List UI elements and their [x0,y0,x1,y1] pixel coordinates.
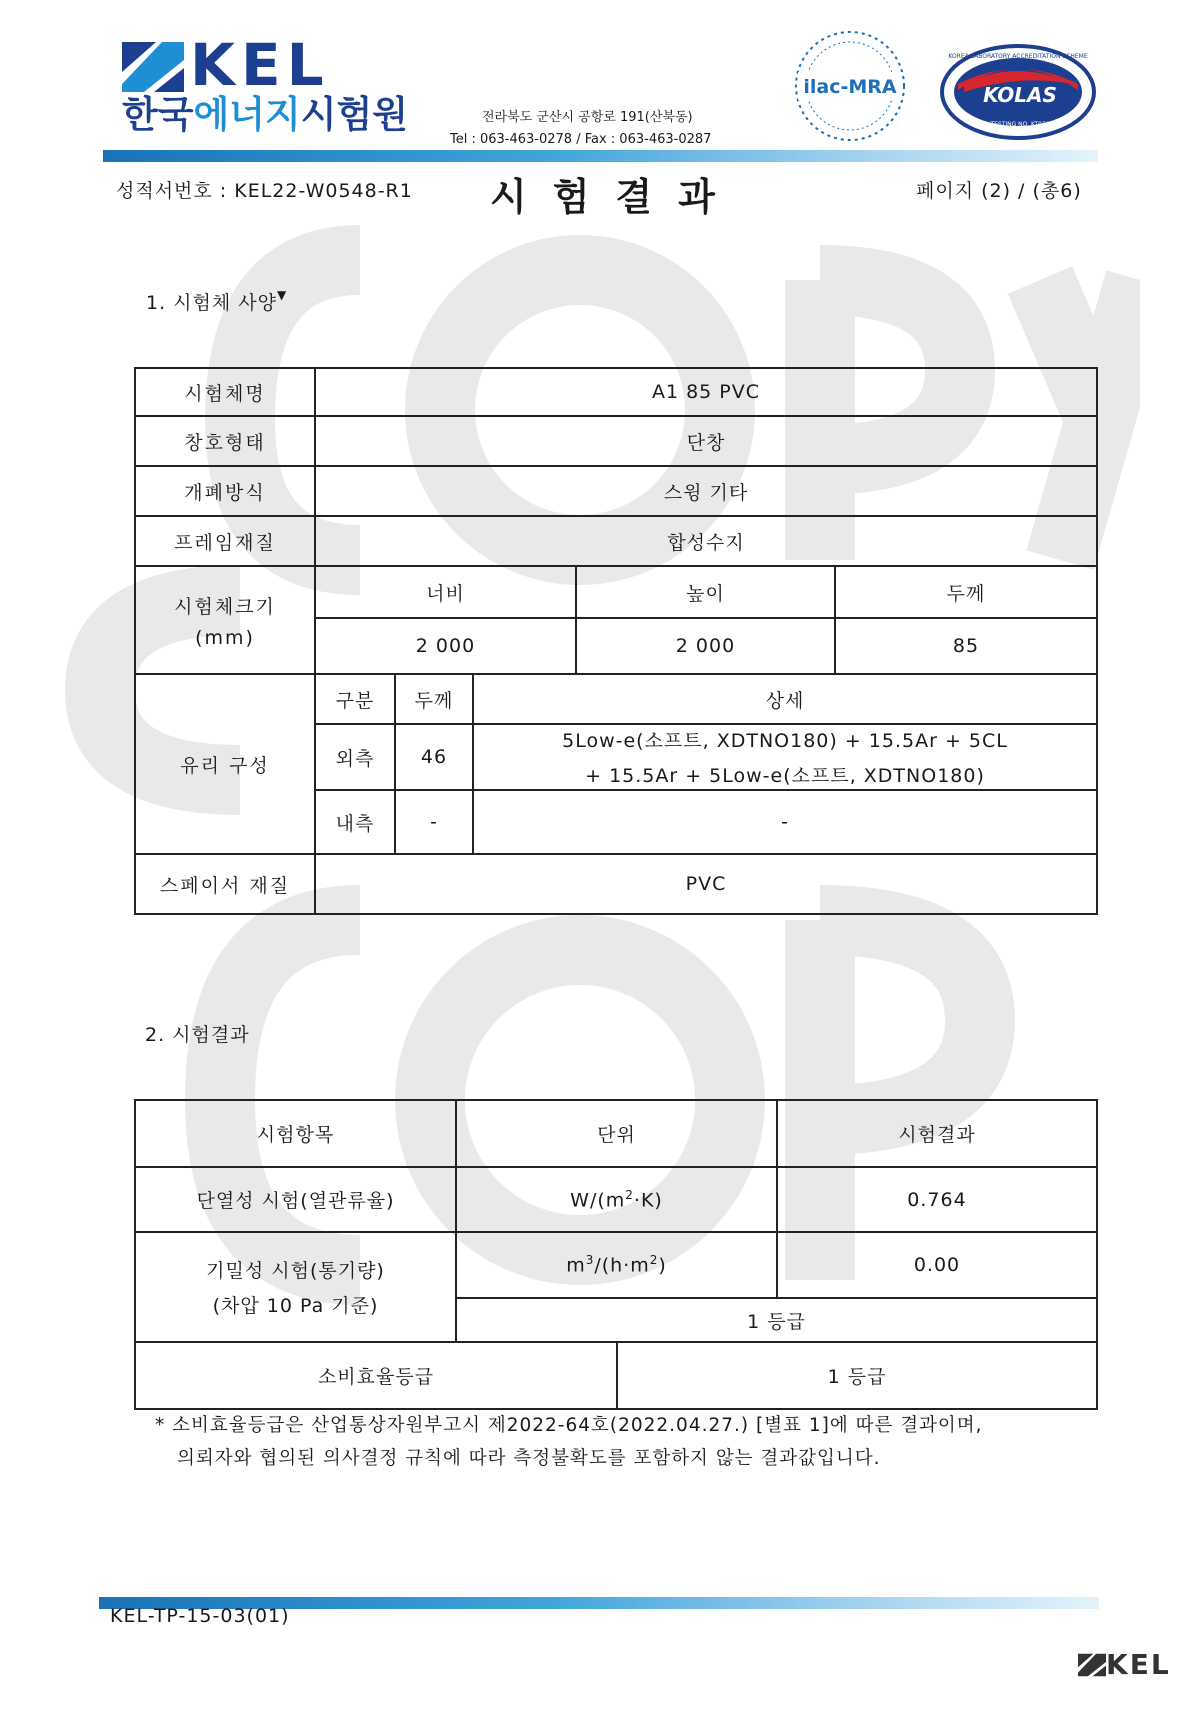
svg-text:ilac-MRA: ilac-MRA [803,76,897,98]
window-type-value: 단창 [315,416,1097,466]
header-divider-bar [103,150,1098,162]
kel-logo-mark-icon [122,42,184,92]
efficiency-grade-label: 소비효율등급 [135,1342,617,1409]
table-row [135,566,1097,618]
airtightness-test-result: 0.00 [777,1232,1097,1298]
page-indicator: 페이지 (2) / (총6) [916,180,1082,202]
organization-name: 한국에너지시험원 [122,93,408,136]
frame-material-value: 합성수지 [315,516,1097,566]
footer-kel-logo: KEL [1078,1648,1182,1678]
test-results-table [134,1099,1098,1410]
glass-division-header: 구분 [315,674,395,724]
efficiency-grade-value: 1 등급 [617,1342,1097,1409]
page-title: 시험결과 [490,175,741,219]
table-row [135,368,1097,416]
specimen-name-value: A1 85 PVC [315,368,1097,416]
kel-logo-mark-icon [1078,1653,1106,1677]
form-number: KEL-TP-15-03(01) [110,1605,290,1627]
width-value: 2 000 [315,618,576,674]
glass-thickness-header: 두께 [395,674,473,724]
table-row [135,1167,1097,1232]
table-row [135,466,1097,516]
width-label: 너비 [315,566,576,618]
table-row [135,674,1097,724]
frame-material-label: 프레임재질 [135,516,315,566]
window-type-label: 창호형태 [135,416,315,466]
unit-header: 단위 [456,1100,777,1167]
thermal-test-item: 단열성 시험(열관류율) [135,1167,456,1232]
table-row [135,854,1097,914]
organization-address: 전라북도 군산시 공항로 191(산북동) [482,110,693,125]
opening-method-value: 스윙 기타 [315,466,1097,516]
svg-text:KOREA LABORATORY ACCREDITATION: KOREA LABORATORY ACCREDITATION SCHEME [948,53,1088,60]
svg-text:KOLAS: KOLAS [983,83,1057,107]
spacer-material-value: PVC [315,854,1097,914]
outer-glass-label: 외측 [315,724,395,790]
specimen-size-label: 시험체크기 (mm) [135,566,315,674]
organization-contact: Tel : 063-463-0278 / Fax : 063-463-0287 [450,132,712,147]
specimen-spec-table [134,367,1098,915]
glass-detail-header: 상세 [473,674,1097,724]
thickness-value: 85 [835,618,1097,674]
spacer-material-label: 스페이서 재질 [135,854,315,914]
svg-text:TESTING NO. KT938: TESTING NO. KT938 [990,121,1050,128]
height-label: 높이 [576,566,835,618]
table-row [135,1342,1097,1409]
height-value: 2 000 [576,618,835,674]
inner-glass-label: 내측 [315,790,395,854]
test-result-header: 시험결과 [777,1100,1097,1167]
table-row [135,1100,1097,1167]
ilac-mra-seal-icon [792,28,908,144]
inner-glass-thickness: - [395,790,473,854]
inner-glass-detail: - [473,790,1097,854]
opening-method-label: 개폐방식 [135,466,315,516]
glass-composition-label: 유리 구성 [135,674,315,854]
airtightness-test-unit: $m^3/(h\cdot m^2)$ [456,1232,777,1298]
report-number: 성적서번호 : KEL22-W0548-R1 [116,180,413,202]
section-heading-results: 2. 시험결과 [145,1024,250,1046]
result-note: * 소비효율등급은 산업통상자원부고시 제2022-64호(2022.04.27.) [별표 1]에 따른 결과이며, 의뢰자와 협의된 의사결정 규칙에 따라 측정불확도를 포함하지 않는 결과값입니다. [155,1415,983,1469]
thickness-label: 두께 [835,566,1097,618]
outer-glass-thickness: 46 [395,724,473,790]
thermal-test-result: 0.764 [777,1167,1097,1232]
table-row [135,1232,1097,1298]
airtightness-grade: 1 등급 [456,1298,1097,1342]
table-row [135,516,1097,566]
specimen-name-label: 시험체명 [135,368,315,416]
outer-glass-detail: 5Low-e(소프트, XDTNO180) + 15.5Ar + 5CL + 15.5Ar + 5Low-e(소프트, XDTNO180) [473,724,1097,790]
table-row [135,416,1097,466]
kolas-seal-icon [940,44,1096,140]
thermal-test-unit: $W/(m^2\cdot K)$ [456,1167,777,1232]
test-item-header: 시험항목 [135,1100,456,1167]
airtightness-test-item: 기밀성 시험(통기량) (차압 10 Pa 기준) [135,1232,456,1342]
section-heading-specification: 1. 시험체 사양▼ [146,288,288,314]
kel-logo-text: KEL [190,31,330,99]
